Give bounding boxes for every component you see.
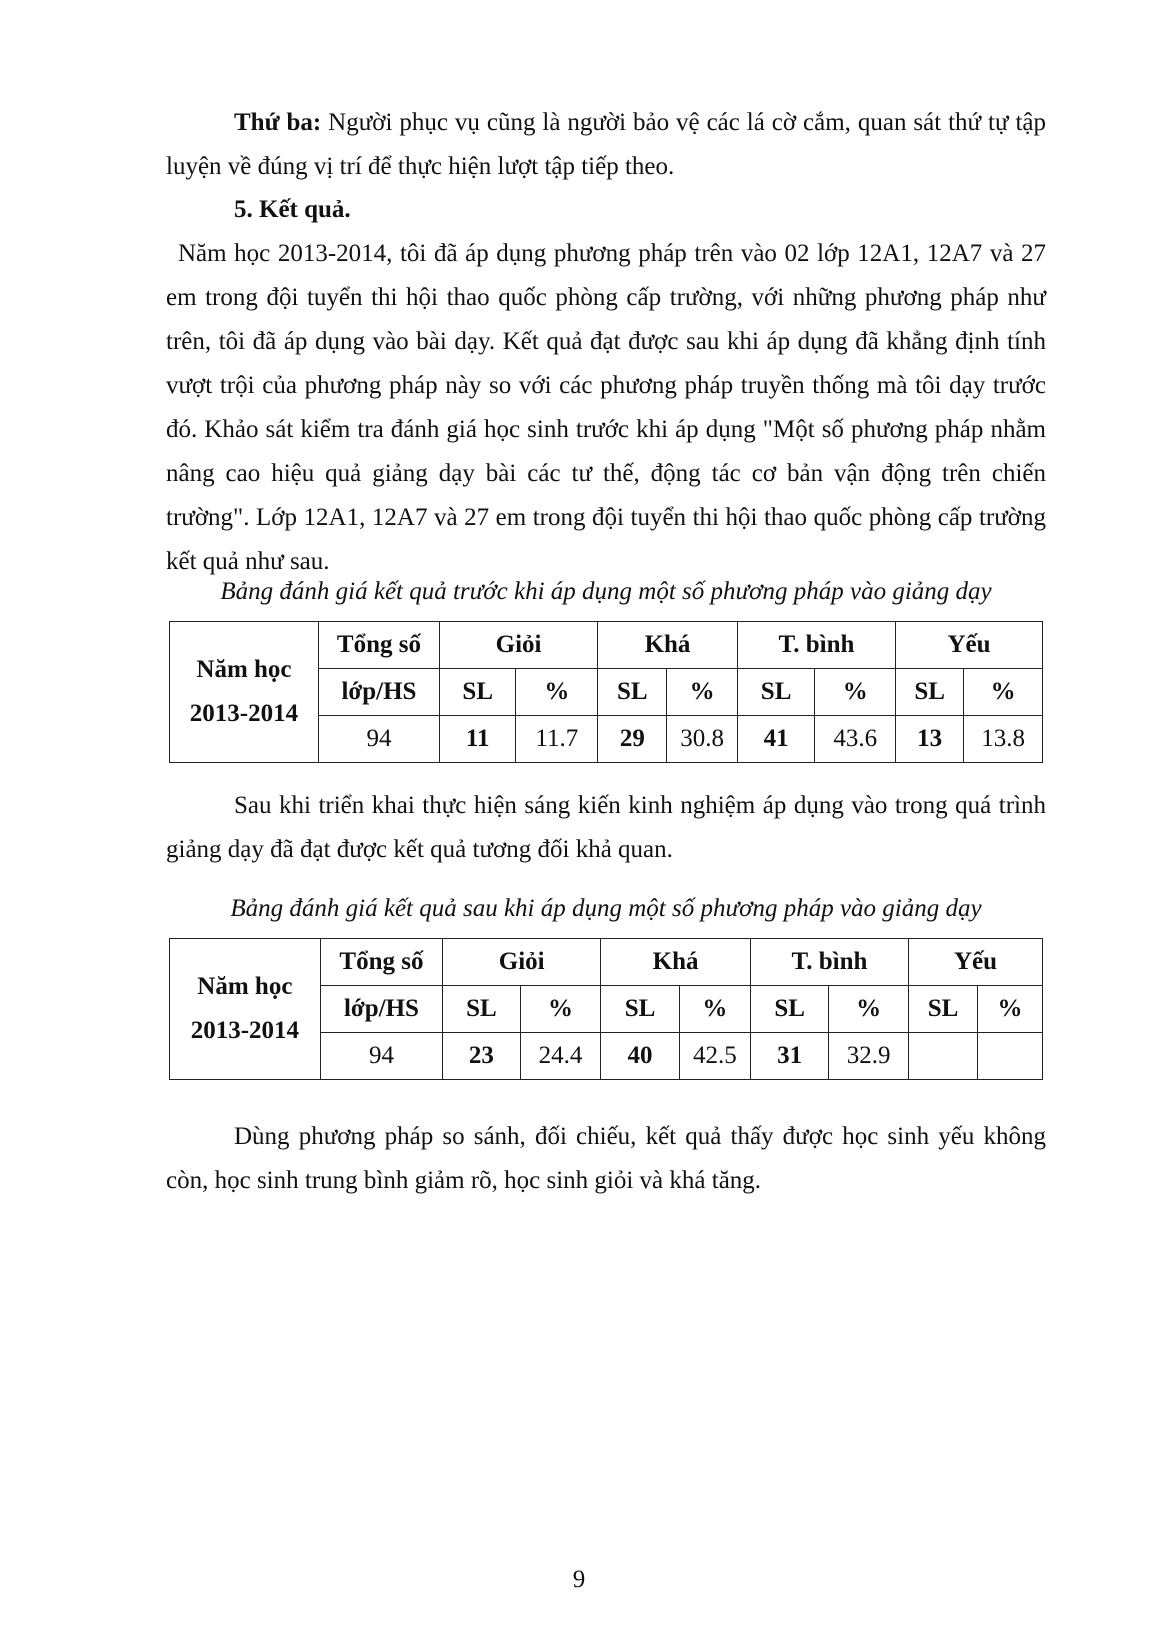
sub-header: %	[667, 669, 737, 716]
total-label: lớp/HS	[318, 669, 439, 716]
count-cell: 41	[737, 716, 815, 763]
paragraph-conclusion: Dùng phương pháp so sánh, đối chiếu, kết quả thấy được học sinh yếu không còn, học sinh trung bình giảm rõ, học sinh giỏi và khá tăng.	[166, 1123, 1046, 1194]
table1-caption: Bảng đánh giá kết quả trước khi áp dụng một số phương pháp vào giảng dạy	[220, 578, 992, 605]
sub-header: %	[679, 986, 750, 1033]
percent-cell: 30.8	[667, 716, 737, 763]
sub-header: %	[516, 669, 598, 716]
total-cell: 94	[318, 716, 439, 763]
group-header: Giỏi	[439, 622, 597, 669]
results-table-before	[169, 621, 1043, 763]
group-header: Khá	[601, 939, 751, 986]
sub-header: %	[964, 669, 1043, 716]
percent-cell: 42.5	[679, 1033, 750, 1080]
group-header: Yếu	[908, 939, 1042, 986]
year-value: 2013-2014	[190, 1017, 300, 1044]
group-header: T. bình	[750, 939, 908, 986]
paragraph-lead: Thứ ba:	[234, 109, 322, 136]
group-header: Khá	[598, 622, 738, 669]
group-header: T. bình	[737, 622, 895, 669]
year-cell	[170, 939, 321, 1080]
percent-cell: 43.6	[815, 716, 896, 763]
percent-cell: 11.7	[516, 716, 598, 763]
year-cell	[170, 622, 319, 763]
table2-caption: Bảng đánh giá kết quả sau khi áp dụng một số phương pháp vào giảng dạy	[230, 895, 982, 922]
count-cell: 29	[598, 716, 667, 763]
count-cell: 11	[439, 716, 516, 763]
group-header: Giỏi	[443, 939, 601, 986]
sub-header: SL	[439, 669, 516, 716]
group-header: Yếu	[896, 622, 1043, 669]
year-label: Năm học	[197, 973, 293, 1000]
paragraph-intro: Năm học 2013-2014, tôi đã áp dụng phương pháp trên vào 02 lớp 12A1, 12A7 và 27 em trong đội tuyển thi hội thao quốc phòng cấp trường, với những phương pháp như trên, tôi đã áp dụng vào bài dạy. Kết quả đạt được sau khi áp dụng đã khẳng định tính vượt trội của phương pháp này so với các phương pháp truyền thống mà tôi dạy trước đó. Khảo sát kiểm tra đánh giá học sinh trước khi áp dụng "Một số phương pháp nhằm nâng cao hiệu quả giảng dạy bài các tư thế, động tác cơ bản vận động trên chiến trường". Lớp 12A1, 12A7 và 27 em trong đội tuyển thi hội thao quốc phòng cấp trường kết quả như sau.	[166, 240, 1046, 575]
page-number: 9	[572, 1566, 586, 1593]
paragraph-after: Sau khi triển khai thực hiện sáng kiến kinh nghiệm áp dụng vào trong quá trình giảng dạy đã đạt được kết quả tương đối khả quan.	[166, 792, 1046, 863]
percent-cell: 32.9	[829, 1033, 909, 1080]
sub-header: SL	[601, 986, 680, 1033]
sub-header: %	[978, 986, 1043, 1033]
sub-header: %	[815, 669, 896, 716]
sub-header: SL	[598, 669, 667, 716]
results-table-after	[169, 938, 1043, 1080]
sub-header: SL	[737, 669, 815, 716]
count-cell	[908, 1033, 977, 1080]
sub-header: SL	[443, 986, 520, 1033]
count-cell: 23	[443, 1033, 520, 1080]
total-label: lớp/HS	[320, 986, 442, 1033]
count-cell: 13	[896, 716, 964, 763]
count-cell: 40	[601, 1033, 680, 1080]
sub-header: SL	[750, 986, 829, 1033]
percent-cell	[978, 1033, 1043, 1080]
total-label: Tổng số	[318, 622, 439, 669]
sub-header: SL	[896, 669, 964, 716]
table-header-row	[170, 939, 1043, 986]
count-cell: 31	[750, 1033, 829, 1080]
paragraph-thu-ba	[166, 101, 1046, 189]
section-heading: 5. Kết quả.	[234, 196, 351, 223]
percent-cell: 13.8	[964, 716, 1043, 763]
percent-cell: 24.4	[520, 1033, 601, 1080]
total-cell: 94	[320, 1033, 442, 1080]
table-header-row	[170, 622, 1043, 669]
paragraph-text: Người phục vụ cũng là người bảo vệ các lá cờ cắm, quan sát thứ tự tập luyện về đúng vị trí để thực hiện lượt tập tiếp theo.	[166, 109, 1046, 180]
sub-header: %	[520, 986, 601, 1033]
total-label: Tổng số	[320, 939, 442, 986]
year-label: Năm học	[196, 656, 292, 683]
sub-header: SL	[908, 986, 977, 1033]
sub-header: %	[829, 986, 909, 1033]
year-value: 2013-2014	[189, 700, 299, 727]
